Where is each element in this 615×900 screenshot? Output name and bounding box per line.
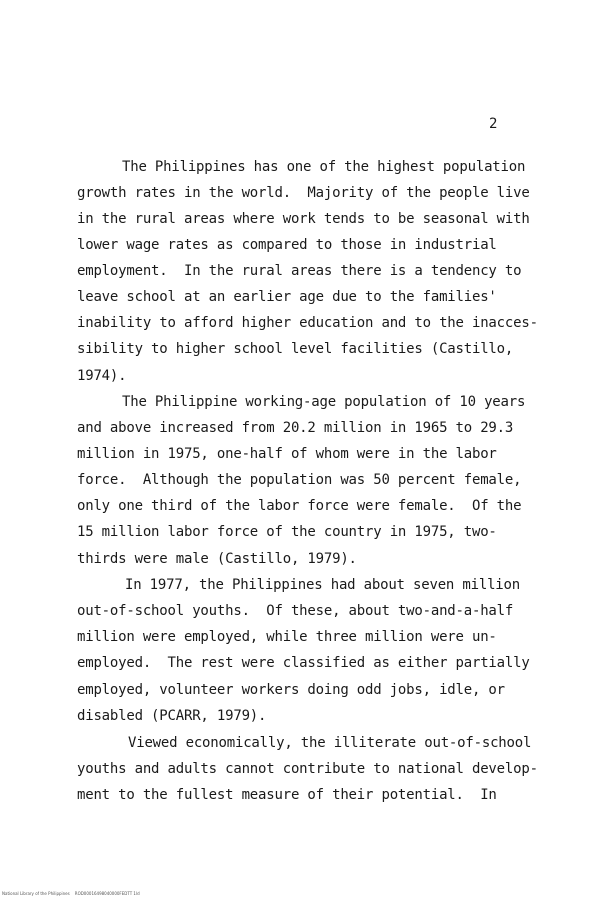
text-line: disabled (PCARR, 1979). xyxy=(77,708,267,724)
text-line: million were employed, while three million were un- xyxy=(77,629,497,645)
text-line: only one third of the labor force were female. Of the xyxy=(77,498,522,514)
text-line: force. Although the population was 50 percent female, xyxy=(77,472,522,488)
page-number: 2 xyxy=(489,116,498,132)
text-line: employment. In the rural areas there is a tendency to xyxy=(77,263,522,279)
text-line: The Philippine working-age population of 10 years xyxy=(122,394,526,410)
text-line: In 1977, the Philippines had about seven million xyxy=(125,577,520,593)
text-line: growth rates in the world. Majority of the people live xyxy=(77,185,530,201)
text-line: Viewed economically, the illiterate out-of-school xyxy=(128,735,532,751)
text-line: lower wage rates as compared to those in industrial xyxy=(77,237,497,253)
text-line: sibility to higher school level facilities (Castillo, xyxy=(77,341,514,357)
text-line: in the rural areas where work tends to be seasonal with xyxy=(77,211,530,227)
text-line: employed, volunteer workers doing odd jobs, idle, or xyxy=(77,682,505,698)
scan-footer: National Library of the Philippines ROD00016498040000FEDTT 1ld xyxy=(2,891,140,896)
text-line: ment to the fullest measure of their potential. In xyxy=(77,787,497,803)
text-line: 1974). xyxy=(77,368,127,384)
text-line: out-of-school youths. Of these, about two-and-a-half xyxy=(77,603,514,619)
text-line: youths and adults cannot contribute to national develop- xyxy=(77,761,538,777)
text-line: leave school at an earlier age due to the families' xyxy=(77,289,497,305)
text-line: thirds were male (Castillo, 1979). xyxy=(77,551,357,567)
text-line: The Philippines has one of the highest population xyxy=(122,159,526,175)
text-line: and above increased from 20.2 million in 1965 to 29.3 xyxy=(77,420,514,436)
text-line: 15 million labor force of the country in 1975, two- xyxy=(77,524,497,540)
text-line: inability to afford higher education and to the inacces- xyxy=(77,315,538,331)
text-line: million in 1975, one-half of whom were in the labor xyxy=(77,446,497,462)
text-line: employed. The rest were classified as either partially xyxy=(77,655,530,671)
